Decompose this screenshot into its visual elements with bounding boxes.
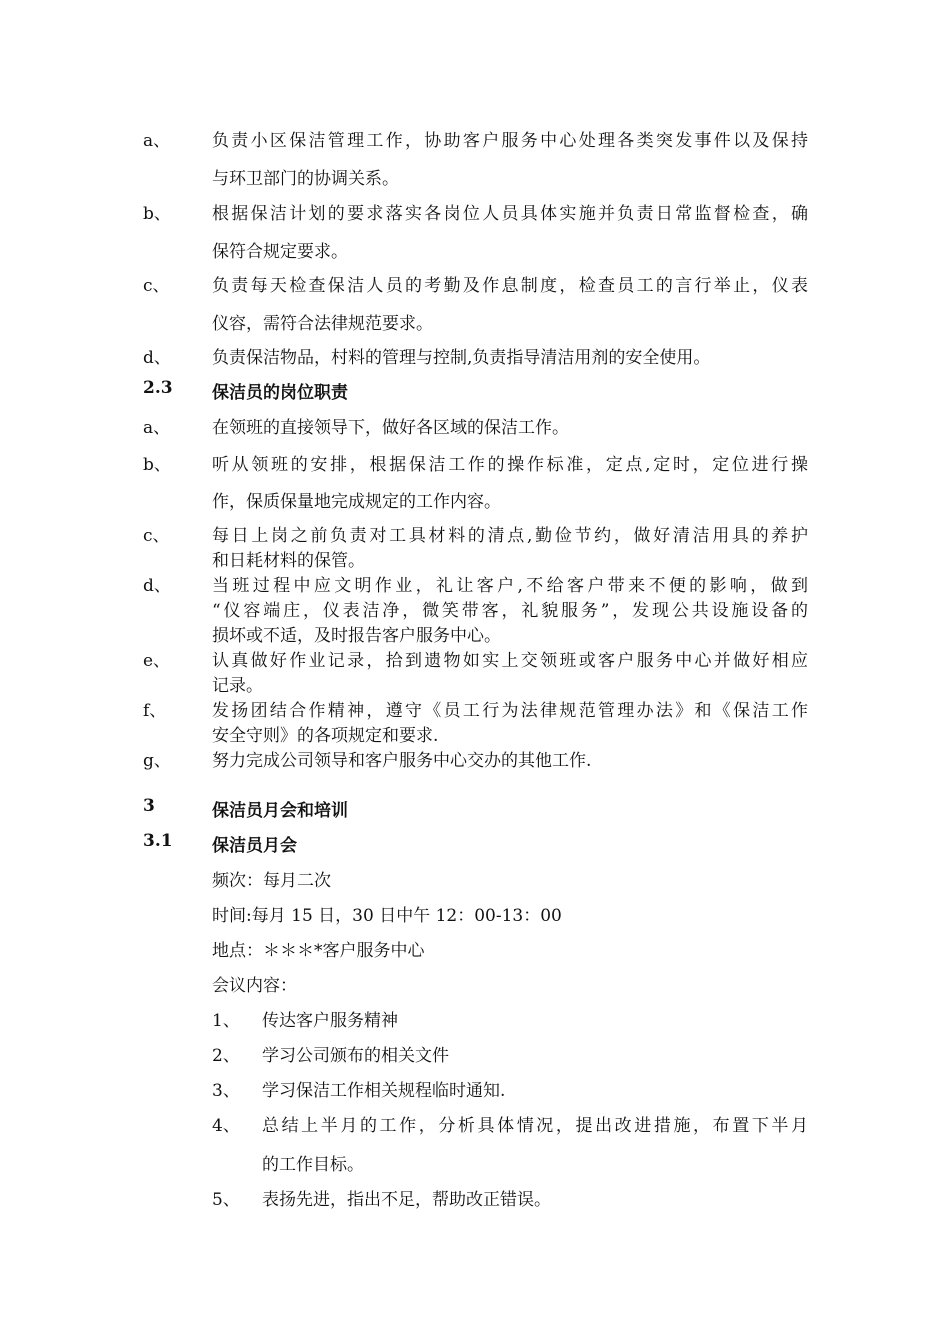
list-text: 负责保洁物品，村料的管理与控制,负责指导清洁用剂的安全使用。 [212, 348, 711, 368]
list-text: 听从领班的安排，根据保洁工作的操作标准，定点,定时，定位进行操 [212, 455, 808, 475]
agenda-marker: 2、 [212, 1046, 240, 1066]
meeting-content-label-text: 会议内容： [212, 976, 297, 996]
agenda-text: 表扬先进，指出不足，帮助改正错误。 [262, 1190, 551, 1210]
list-text: 负责小区保洁管理工作，协助客户服务中心处理各类突发事件以及保持 [212, 131, 808, 151]
list-marker: f、 [143, 701, 167, 721]
list-marker: a、 [143, 418, 171, 438]
list-text: 根据保洁计划的要求落实各岗位人员具体实施并负责日常监督检查，确 [212, 204, 808, 224]
meeting-frequency-text: 频次：每月二次 [212, 871, 331, 891]
list-text: 仪容，需符合法律规范要求。 [212, 314, 433, 334]
meeting-time-text: 时间:每月 15 日，30 日中午 12：00-13：00 [212, 906, 562, 926]
list-text: “仪容端庄，仪表洁净，微笑带客，礼貌服务”，发现公共设施设备的 [212, 601, 808, 621]
list-marker: b、 [143, 204, 171, 224]
section-number: 2.3 [143, 378, 173, 398]
agenda-text: 学习公司颁布的相关文件 [262, 1046, 449, 1066]
list-marker: g、 [143, 751, 171, 771]
agenda-marker: 1、 [212, 1011, 240, 1031]
list-text: 当班过程中应文明作业，礼让客户,不给客户带来不便的影响，做到 [212, 576, 808, 596]
list-marker: c、 [143, 276, 170, 296]
list-text: 努力完成公司领导和客户服务中心交办的其他工作. [212, 751, 592, 771]
list-text: 每日上岗之前负责对工具材料的清点,勤俭节约，做好清洁用具的养护 [212, 526, 808, 546]
list-text: 记录。 [212, 676, 263, 696]
list-text: 发扬团结合作精神，遵守《员工行为法律规范管理办法》和《保洁工作 [212, 701, 808, 721]
section-title: 保洁员月会 [212, 836, 297, 856]
list-text: 安全守则》的各项规定和要求. [212, 726, 439, 746]
list-marker: b、 [143, 455, 171, 475]
list-text: 在领班的直接领导下，做好各区域的保洁工作。 [212, 418, 569, 438]
list-text: 认真做好作业记录，拾到遗物如实上交领班或客户服务中心并做好相应 [212, 651, 808, 671]
section-number: 3 [143, 796, 155, 816]
agenda-text: 总结上半月的工作，分析具体情况，提出改进措施，布置下半月 [262, 1116, 808, 1136]
list-marker: a、 [143, 131, 171, 151]
list-text: 负责每天检查保洁人员的考勤及作息制度，检查员工的言行举止，仪表 [212, 276, 808, 296]
list-text: 和日耗材料的保管。 [212, 551, 365, 571]
agenda-marker: 5、 [212, 1190, 240, 1210]
list-marker: d、 [143, 576, 171, 596]
list-text: 与环卫部门的协调关系。 [212, 169, 399, 189]
list-text: 损坏或不适，及时报告客户服务中心。 [212, 626, 501, 646]
section-title: 保洁员的岗位职责 [212, 383, 348, 403]
section-number: 3.1 [143, 831, 173, 851]
list-text: 作，保质保量地完成规定的工作内容。 [212, 492, 501, 512]
agenda-text: 的工作目标。 [262, 1155, 364, 1175]
list-marker: d、 [143, 348, 171, 368]
list-marker: c、 [143, 526, 170, 546]
meeting-place-text: 地点：＊＊＊*客户服务中心 [212, 941, 425, 961]
agenda-marker: 4、 [212, 1116, 240, 1136]
agenda-text: 传达客户服务精神 [262, 1011, 398, 1031]
agenda-text: 学习保洁工作相关规程临时通知. [262, 1081, 506, 1101]
list-marker: e、 [143, 651, 171, 671]
agenda-marker: 3、 [212, 1081, 240, 1101]
list-text: 保符合规定要求。 [212, 242, 348, 262]
section-title: 保洁员月会和培训 [212, 801, 348, 821]
